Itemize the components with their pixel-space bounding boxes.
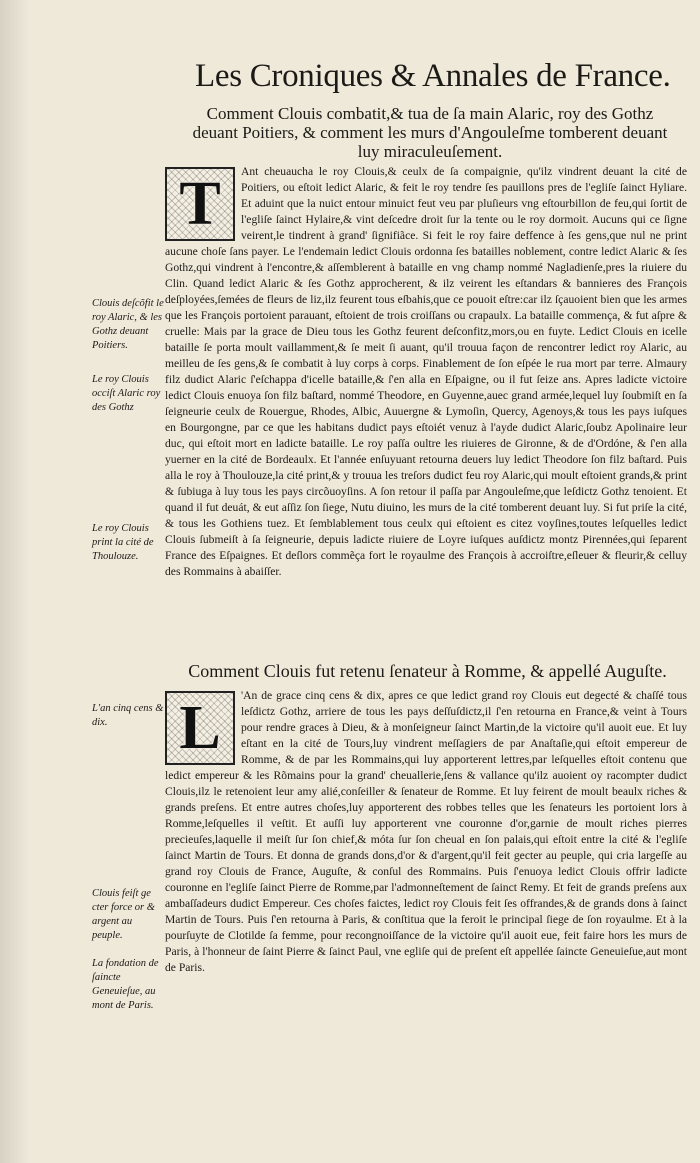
chapter-heading-1: Comment Clouis combatit,& tua de ſa main Alaric, roy des Gothz deuant Poitiers, & comment les murs d'Angouleſme tomberent deuant luy miraculeuſement. [192,104,668,161]
decorated-initial: L [165,691,235,765]
margin-note: L'an cinq cens & dix. [92,703,164,728]
margin-note: La fondation de ſaincte Geneuieſue, au mont de Paris. [92,958,159,1011]
chapter-1-text: Ant cheuaucha le roy Clouis,& ceulx de ſa compaignie, qu'ilz vindrent deuant la cité de Poitiers, ou eſtoit ledict Alaric, & feit le roy tendre ſes pauillons pres de l'egliſe ſainct Hyliare. Et aduint que la nuict entour minuict feut veu par pluſieurs vng eſtourbillon de feu,qui ſortit de l'egliſe ſainct Hylaire,& vint deſcedre droit ſur la tente ou le roy dormoit. Aucuns qui ce ſigne veirent,le tindrent à grand' ſignifiãce. Si feit le roy faire deffence à ſes gens,que nul ne print aucune choſe ſans payer. Le l'endemain ledict Clouis ordonna ſes batailles noblement, contre ledict Alaric & ſes Gothz,qui vindrent à l'encontre,& aſſemblerent à bataille en vng champ nommé Nagladienſe,pres la riuiere du Clin. Quand ledict Alaric & ſes Gothz approcherent, & ilz veirent les eſtandars & bannieres des François deſployées,ſemées de fleurs de liz,ilz feurent tous eſbahis,que ce pouoit eſtre:car ilz ſçauoient bien que les armes que les François portoient parauant, eſtoient de trois croiſſans ou crapaulx. La bataille commença, & fut aſpre & cruelle: Mais par la grace de Dieu tous les Gothz feurent deſconfitz,mors,ou en fuyte. Ledict Clouis en icelle bataille ſe porta moult vaillamment,& ſe meit ſi auant, qu'il trouua façon de rencontrer ledict roy Alaric, au meilleu de ſes gens,& ſe combatit à luy corps à corps. Finablement de ſon eſpée le rua mort par terre. Almaury filz dudict Alaric ſ'eſchappa d'icelle bataille,& ſ'en alla en Eſpaigne, ou il fut ſeize ans. Apres ladicte victoire ledict Clouis enuoya ſon filz baſtard, nommé Theodore, en Guyenne,auec grand armée,lequel luy ſoubmiſt en ſa ſeigneurie ceulx de Rouergue, Rhodes, Albic, Auuergne & Lymoſin, Quercy, Agenoys,& tous les pays iuſques en Bourgongne, par ce que les habitans dudict pays eſtoiét venuz à l'ayde dudict Alaric,ſoubz Apolinaire leur duc, qui eſtoit mort en ladicte bataille. Le roy paſſa oultre les riuieres de Gironne, & de d'Ordóne, & ſ'en alla yuerner en la cité de Bordeaulx. Et l'année enſuyuant retourna deuers luy ledict Theodore ſon filz baſtard. Puis alla le roy à Thoulouze,la cité print,& y trouua les treſors dudict feu roy Alaric,qui moult eſtoient grands,& print & ſubiuga à luy tous les pays circõuoyſins. A ſon retour il paſſa par Angouleſme,que leſdictz Gothz tenoient. Et quand il fut deuát, & eut aſſiz ſon ſiege, Nutu diuino, les murs de la cité tomberent deuant luy. Si fut priſe la cité, & tous les Gothiens tuez. Et ſemblablement tous ceulx qui eſtoient es citez voyſines,toutes leſquelles ledict Clouis ſubmeiſt à ſa ſeigneurie, depuis ladicte riuiere de Loyre iuſques auſdictz montz Pirennées,qui ſeparent France des Eſpaignes. Et deſlors commẽça fort le royaulme des François à accroiſtre,eſleuer & fleurir,& celluy des Rommains à abaiſſer. [165,165,687,578]
margin-note: Clouis feiſt ge cter force or & argent au peuple. [92,888,155,941]
chapter-heading-2: Comment Clouis fut retenu ſenateur à Romme, & appellé Auguſte. [188,661,667,681]
decorated-initial: T [165,167,235,241]
chapter-2-body [165,688,687,1088]
margin-note: Le roy Clouis occiſt Alaric roy des Gothz [92,374,161,413]
running-title: Les Croniques & Annales de France. [195,58,671,94]
page-fold-shadow [0,0,30,1163]
margin-note: Clouis deſcõfit le roy Alaric, & les Gothz deuant Poitiers. [92,298,164,351]
chapter-1-body [165,164,687,644]
margin-note: Le roy Clouis print la cité de Thoulouze. [92,523,154,562]
chapter-2-text: 'An de grace cinq cens & dix, apres ce que ledict grand roy Clouis eut degecté & chaſſé tous leſdictz Gothz, arriere de tous les pays deſſuſdictz,il ſ'en retourna en France,& veint à Tours pour rendre graces à Dieu, & à monſeigneur ſainct Martin,de la victoire qu'il auoit eue. Et luy eſtant en la cité de Tours,luy vindrent meſſagiers de par Anaſtaſie,qui eſtoit empereur de Romme, & de par les Rommains,qui luy apporterent lettres,par leſquelles eſtoit contenu que ledict empereur & les Rõmains pour la grand' cheuallerie,ſens & vallance qu'ilz auoient oy racompter dudict Clouis,ilz le retenoient leur amy alié,conſeiller & ſenateur de Romme. Et luy feirent de moult beaulx riches & grands preſens. Et entre autres choſes,luy apporterent des robbes telles que les ſenateurs les portoient lors à Romme,leſquelles il veſtit. Et auſſi luy apporterent vne couronne d'or,garnie de moult riches pierres precieuſes,laquelle il meiſt ſur ſon chief,& móta ſur ſon cheual en ſon palais,qui eſtoit entre la cité & l'egliſe ſainct Martin de Tours. Et donna de grands dons,d'or & d'argent,qu'il feit gecter au peuple, qui cria largeſſe au grand roy Clouis de France, Auguſte, & conſul des Rommains. Puis ſ'enuoya ledict Clouis offrir ladicte couronne en l'egliſe ſainct Pierre de Romme,par l'admonneſtement de ſainct Remy. Et feit de grands preſens aux ambaſſadeurs dudict Empereur. Ces choſes faictes, ledict roy Clouis feit ſes offrandes,& de grands dons à ſainct Martin de Tours. Puis ſ'en retourna à Paris, & conſtitua que la feroit le principal ſiege de ſon royaulme. Et à la pourſuyte de Clotilde ſa femme, pour recongnoiſſance de la victoire qu'il auoit eue, feit faire hors les murs de Paris, à l'honneur de ſaint Pierre & ſainct Paul, vne egliſe qui de preſent eſt appellée ſaincte Geneuieſue,aut mont de Paris. [165,689,687,974]
